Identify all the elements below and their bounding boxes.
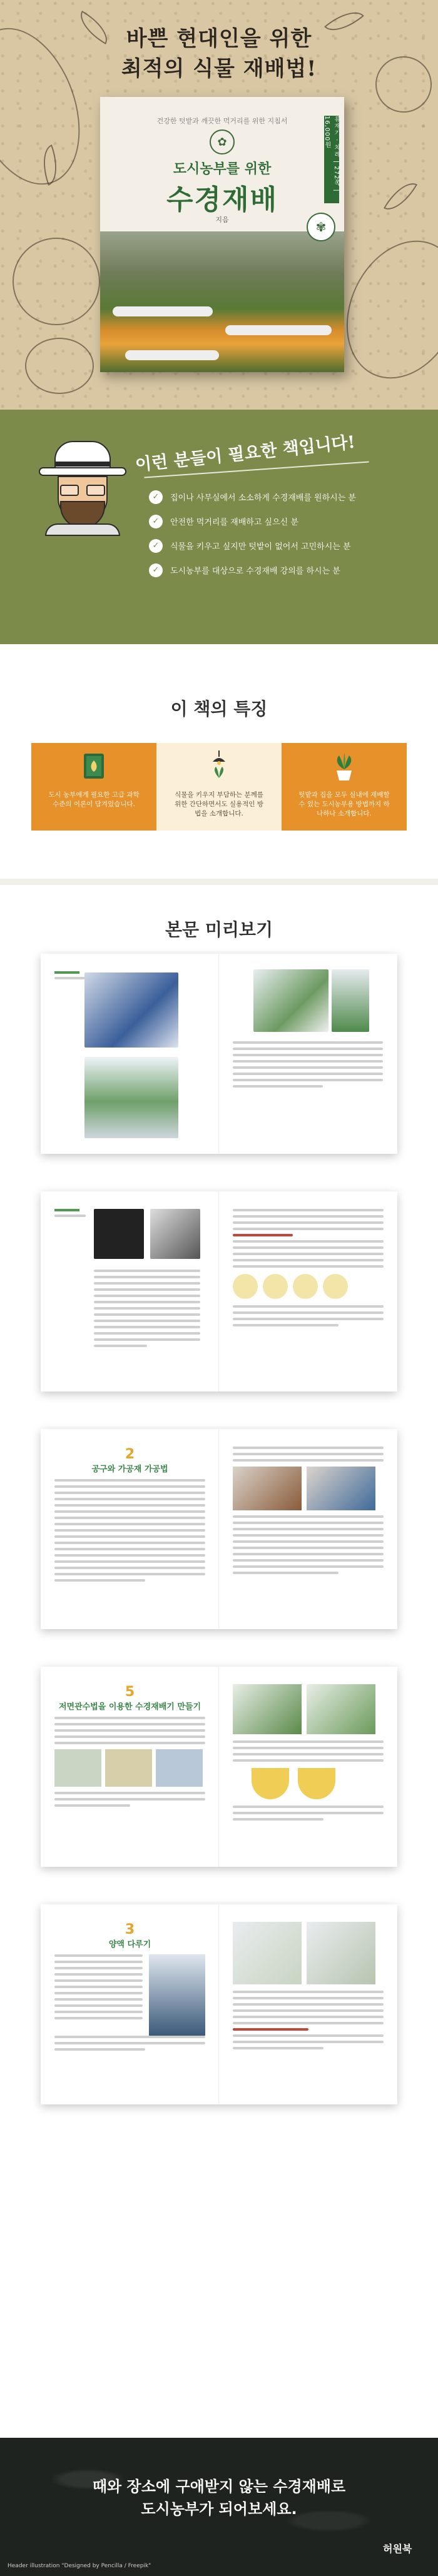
doodle-vegetable bbox=[13, 238, 100, 325]
list-item bbox=[149, 533, 412, 558]
chapter-heading: 저면관수법을 이용한 수경재배기 만들기 bbox=[58, 1702, 201, 1712]
book-page-left bbox=[41, 1191, 219, 1392]
book-side-label: 류재기 · 차례 | 272쪽 | 16,000원 bbox=[324, 116, 339, 203]
list-item bbox=[149, 485, 412, 509]
list-item bbox=[149, 558, 412, 582]
book-title: 수경재배 bbox=[166, 184, 278, 216]
closing-message bbox=[0, 2475, 438, 2520]
chapter-number: 3 bbox=[125, 1922, 135, 1937]
book-spread bbox=[41, 1667, 397, 1867]
closing-line2: 도시농부가 되어보세요. bbox=[141, 2500, 297, 2518]
book-page-left bbox=[41, 1667, 219, 1867]
chapter-number: 5 bbox=[125, 1684, 135, 1700]
book-icon bbox=[78, 750, 109, 782]
illustration-credit: Header illustration "Designed by Pencilla / Freepik" bbox=[8, 2563, 151, 2569]
target-audience-section bbox=[0, 410, 438, 644]
feature-card bbox=[156, 743, 282, 831]
leaf-icon bbox=[384, 176, 417, 217]
feature-text: 식물을 키우지 부담하는 분께를 위한 간단하면서도 실용적인 방법을 소개합니다. bbox=[175, 791, 263, 817]
features-row bbox=[31, 743, 407, 831]
list-item-text: 안전한 먹거리를 재배하고 싶으신 분 bbox=[170, 518, 298, 527]
feature-text: 도시 농부에게 필요한 고급 과학 수준의 이론이 담겨있습니다. bbox=[48, 791, 140, 808]
book-cover bbox=[100, 97, 344, 372]
check-icon: ✓ bbox=[149, 515, 163, 528]
book-page-right bbox=[219, 1429, 397, 1629]
book-page-right bbox=[219, 954, 397, 1154]
potted-plant-icon bbox=[328, 750, 360, 782]
audience-title: 이런 분들이 필요한 책입니다! bbox=[134, 432, 357, 475]
book-spread bbox=[41, 1191, 397, 1392]
book-cover-photo bbox=[100, 231, 344, 372]
book-page-right bbox=[219, 1904, 397, 2104]
plant-lamp-icon bbox=[203, 750, 235, 782]
feature-card bbox=[31, 743, 156, 831]
farmer-avatar bbox=[39, 441, 126, 535]
sprout-icon: ✿ bbox=[210, 129, 235, 154]
check-icon: ✓ bbox=[149, 563, 163, 577]
book-page-right bbox=[219, 1191, 397, 1392]
stamp-icon: ✾ bbox=[307, 213, 335, 241]
book-page-left bbox=[41, 1429, 219, 1629]
book-page-right bbox=[219, 1667, 397, 1867]
list-item-text: 도시농부를 대상으로 수경재배 강의를 하시는 분 bbox=[170, 567, 340, 576]
check-icon: ✓ bbox=[149, 490, 163, 504]
book-title-small: 도시농부를 위한 bbox=[173, 161, 272, 177]
closing-line1: 때와 장소에 구애받지 않는 수경재배로 bbox=[92, 2478, 346, 2495]
book-spread bbox=[41, 954, 397, 1154]
check-icon: ✓ bbox=[149, 539, 163, 553]
hero-banner bbox=[0, 0, 438, 410]
chapter-number: 2 bbox=[125, 1447, 135, 1462]
features-title: 이 책의 특징 bbox=[170, 699, 268, 719]
chapter-heading: 공구와 가공재 가공법 bbox=[91, 1465, 168, 1474]
hero-headline-line2: 최적의 식물 재배법! bbox=[121, 56, 317, 81]
hero-headline-line1: 바쁜 현대인을 위한 bbox=[126, 26, 312, 51]
feature-text: 텃밭과 집을 모두 실내에 재배할 수 있는 도시농부용 방법까지 하나하나 소개합니다. bbox=[298, 791, 390, 817]
publisher-logo: 허원북 bbox=[383, 2543, 412, 2555]
list-item-text: 식물을 키우고 싶지만 텃밭이 없어서 고민하시는 분 bbox=[170, 542, 351, 552]
book-spread bbox=[41, 1904, 397, 2104]
book-author: 지음 bbox=[215, 216, 229, 224]
section-divider bbox=[0, 879, 438, 885]
hero-headline bbox=[0, 24, 438, 84]
chapter-heading: 양액 다루기 bbox=[108, 1940, 151, 1949]
book-page-left bbox=[41, 1904, 219, 2104]
closing-banner bbox=[0, 2438, 438, 2576]
book-page-left bbox=[41, 954, 219, 1154]
feature-card bbox=[282, 743, 407, 831]
list-item-text: 집이나 사무실에서 소소하게 수경재배를 원하시는 분 bbox=[170, 493, 356, 503]
audience-list bbox=[149, 485, 412, 582]
doodle-vegetable bbox=[25, 338, 94, 394]
book-subtitle: 건강한 텃밭과 깨끗한 먹거리를 위한 지침서 bbox=[156, 117, 288, 125]
book-spread bbox=[41, 1429, 397, 1629]
preview-title: 본문 미리보기 bbox=[165, 919, 273, 940]
list-item bbox=[149, 509, 412, 533]
